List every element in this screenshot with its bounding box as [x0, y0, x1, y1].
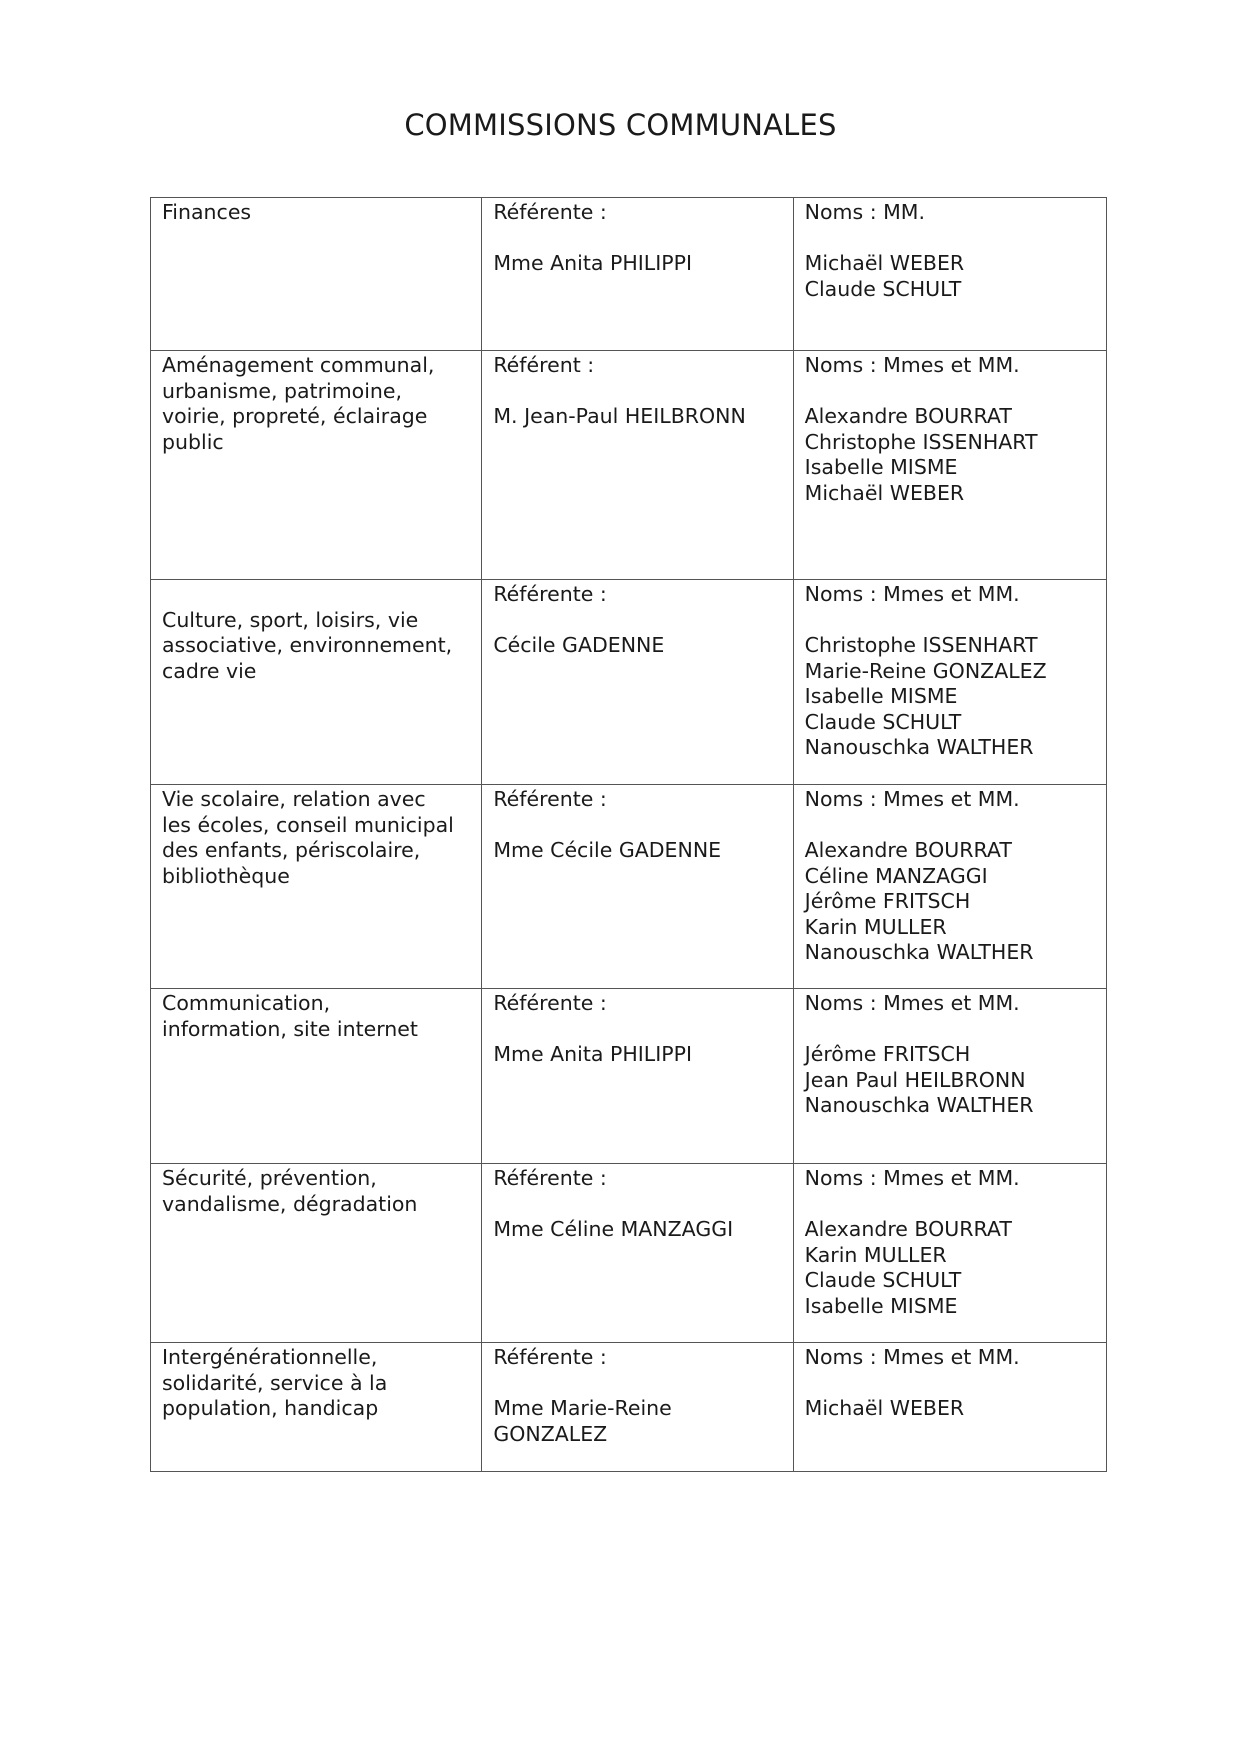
members-label: Noms : Mmes et MM. [804, 787, 1020, 811]
referent-name: M. Jean-Paul HEILBRONN [493, 404, 746, 428]
table-row [151, 198, 1107, 351]
commission-theme-line: Vie scolaire, relation avec [162, 787, 426, 811]
commission-theme-line: Culture, sport, loisirs, vie [162, 607, 419, 632]
referent-label: Référent : [493, 353, 595, 377]
table-row [151, 989, 1107, 1164]
member-name: Alexandre BOURRAT [804, 404, 1012, 428]
commission-theme-cell [151, 580, 482, 785]
member-name: Jérôme FRITSCH [804, 889, 971, 913]
members-cell [793, 785, 1106, 989]
commission-theme-line: Sécurité, prévention, [162, 1166, 377, 1190]
member-name: Michaël WEBER [804, 251, 965, 275]
member-name: Christophe ISSENHART [804, 429, 1038, 454]
member-name: Céline MANZAGGI [804, 863, 988, 888]
commission-theme-cell [151, 1164, 482, 1343]
member-name: Claude SCHULT [804, 709, 962, 734]
members-label: Noms : Mmes et MM. [804, 1345, 1020, 1369]
member-name: Nanouschka WALTHER [804, 735, 1034, 759]
referent-cell [482, 1164, 793, 1343]
referent-name: Cécile GADENNE [493, 633, 665, 657]
commission-theme-line: solidarité, service à la [162, 1370, 388, 1395]
commission-theme-line: cadre vie [162, 658, 257, 683]
table-row [151, 1343, 1107, 1472]
member-name: Marie-Reine GONZALEZ [804, 658, 1047, 683]
referent-name: GONZALEZ [493, 1421, 608, 1446]
member-name: Nanouschka WALTHER [804, 1093, 1034, 1117]
commission-theme-line: information, site internet [162, 1016, 418, 1041]
members-cell [793, 1343, 1106, 1472]
commission-theme-line: vandalisme, dégradation [162, 1191, 418, 1216]
members-cell [793, 1164, 1106, 1343]
commission-theme-line: Intergénérationnelle, [162, 1345, 378, 1369]
members-label: Noms : Mmes et MM. [804, 991, 1020, 1015]
member-name: Claude SCHULT [804, 276, 962, 301]
referent-label: Référente : [493, 200, 607, 224]
referent-label: Référente : [493, 582, 607, 606]
commission-theme-line: bibliothèque [162, 863, 290, 888]
commission-theme-line: Aménagement communal, [162, 353, 435, 377]
referent-name: Mme Céline MANZAGGI [493, 1217, 734, 1241]
referent-label: Référente : [493, 1345, 607, 1369]
members-label: Noms : Mmes et MM. [804, 1166, 1020, 1190]
referent-label: Référente : [493, 1166, 607, 1190]
table-row [151, 580, 1107, 785]
members-cell [793, 989, 1106, 1164]
table-row [151, 1164, 1107, 1343]
referent-cell [482, 351, 793, 580]
members-cell [793, 198, 1106, 351]
commission-theme-line: public [162, 429, 224, 454]
commission-theme-cell [151, 351, 482, 580]
commission-theme-line: population, handicap [162, 1396, 379, 1420]
commission-theme-line: associative, environnement, [162, 633, 453, 657]
commission-theme-line: urbanisme, patrimoine, [162, 378, 403, 403]
commission-theme-line: Finances [162, 200, 252, 224]
referent-name: Mme Marie-Reine [493, 1396, 672, 1420]
commission-theme-line: Communication, [162, 991, 331, 1015]
referent-name: Mme Anita PHILIPPI [493, 251, 693, 275]
members-label: Noms : MM. [804, 200, 926, 224]
members-label: Noms : Mmes et MM. [804, 582, 1020, 606]
members-label: Noms : Mmes et MM. [804, 353, 1020, 377]
member-name: Nanouschka WALTHER [804, 940, 1034, 964]
referent-cell [482, 198, 793, 351]
commission-theme-cell [151, 989, 482, 1164]
member-name: Jean Paul HEILBRONN [804, 1067, 1026, 1092]
referent-name: Mme Cécile GADENNE [493, 838, 722, 862]
member-name: Isabelle MISME [804, 455, 958, 479]
members-cell [793, 351, 1106, 580]
member-name: Alexandre BOURRAT [804, 1217, 1012, 1241]
referent-label: Référente : [493, 991, 607, 1015]
member-name: Alexandre BOURRAT [804, 838, 1012, 862]
member-name: Michaël WEBER [804, 480, 965, 505]
member-name: Isabelle MISME [804, 1293, 958, 1318]
commission-theme-line: voirie, propreté, éclairage [162, 404, 428, 428]
member-name: Christophe ISSENHART [804, 633, 1038, 657]
referent-cell [482, 580, 793, 785]
commission-theme-cell [151, 785, 482, 989]
member-name: Michaël WEBER [804, 1396, 965, 1420]
page-title: COMMISSIONS COMMUNALES [404, 108, 837, 142]
referent-cell [482, 1343, 793, 1472]
commissions-table [150, 197, 1107, 1472]
members-cell [793, 580, 1106, 785]
commission-theme-cell [151, 1343, 482, 1472]
commission-theme-line: des enfants, périscolaire, [162, 838, 421, 862]
member-name: Isabelle MISME [804, 684, 958, 708]
commission-theme-cell [151, 198, 482, 351]
referent-cell [482, 785, 793, 989]
table-row [151, 351, 1107, 580]
referent-cell [482, 989, 793, 1164]
member-name: Jérôme FRITSCH [804, 1042, 971, 1066]
commission-theme-line: les écoles, conseil municipal [162, 812, 454, 837]
table-row [151, 785, 1107, 989]
member-name: Karin MULLER [804, 914, 947, 939]
referent-name: Mme Anita PHILIPPI [493, 1042, 693, 1066]
member-name: Karin MULLER [804, 1242, 947, 1267]
referent-label: Référente : [493, 787, 607, 811]
member-name: Claude SCHULT [804, 1268, 962, 1292]
